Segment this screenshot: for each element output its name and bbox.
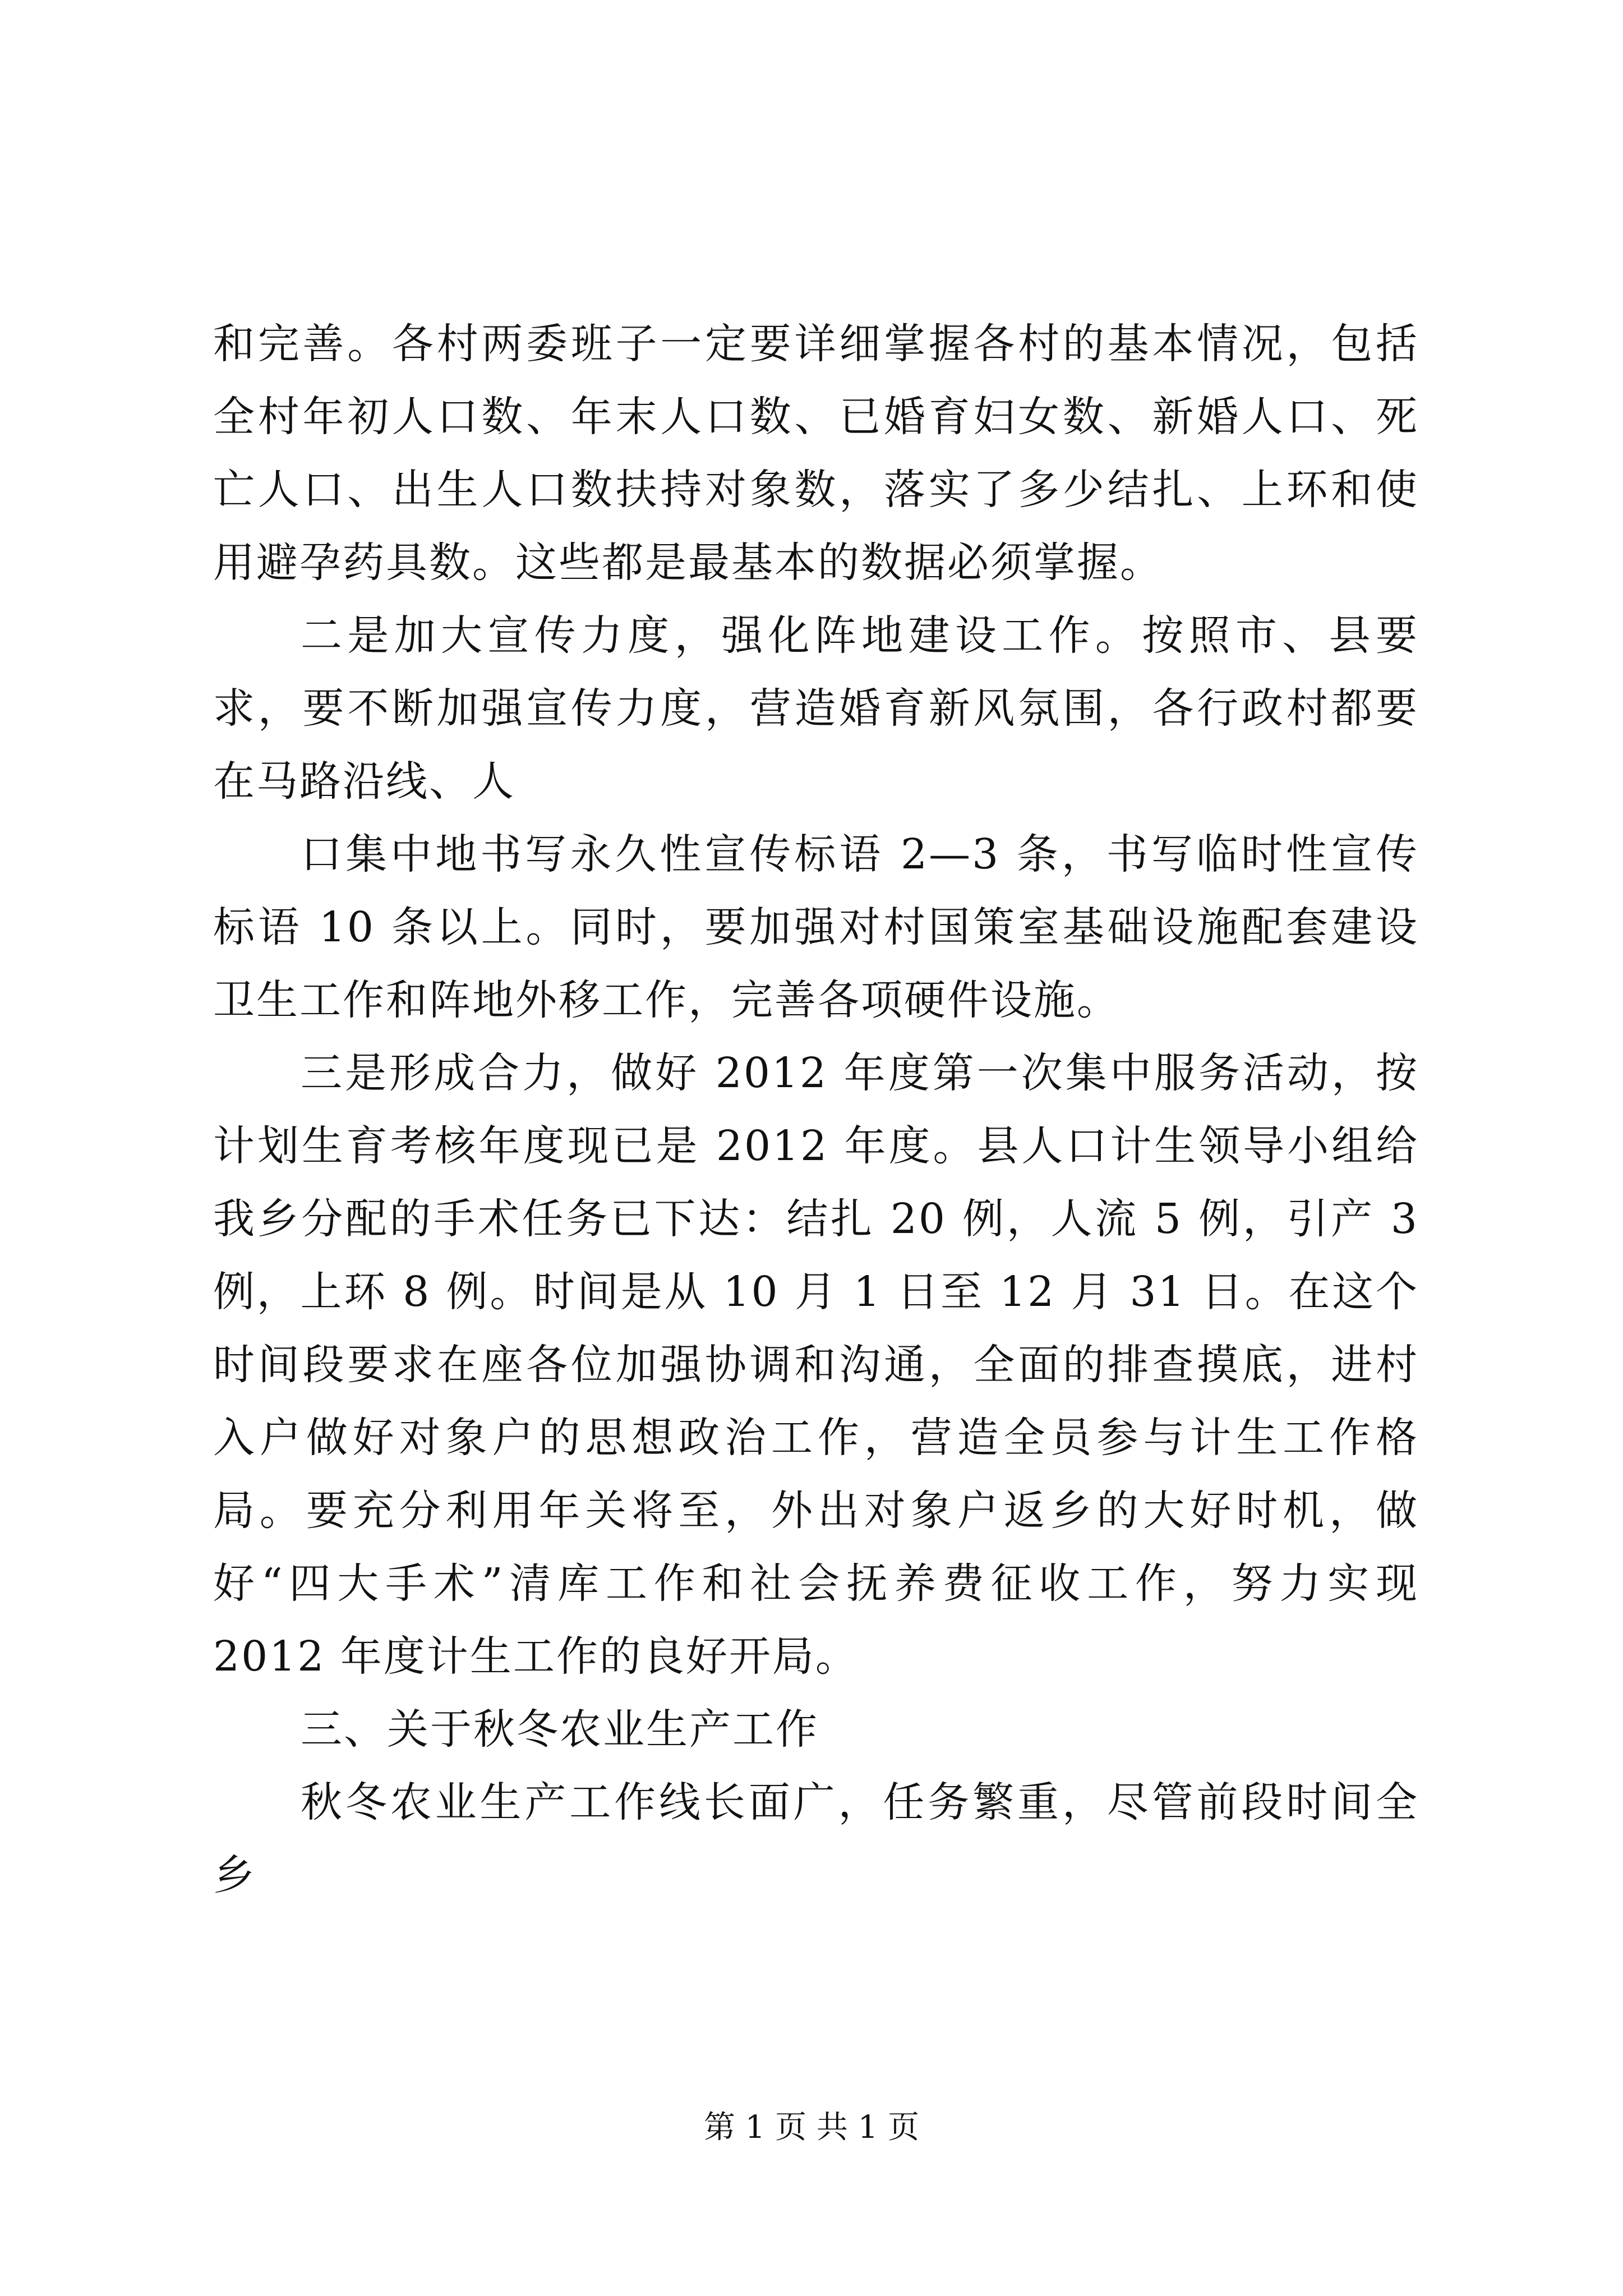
paragraph: 口集中地书写永久性宣传标语 2—3 条，书写临时性宣传标语 10 条以上。同时，要加强对村国策室基础设施配套建设卫生工作和阵地外移工作，完善各项硬件设施。: [213, 830, 1419, 1024]
paragraph: 三是形成合力，做好 2012 年度第一次集中服务活动，按计划生育考核年度现已是 2012 年度。县人口计生领导小组给我乡分配的手术任务已下达：结扎 20 例，人流 5 例，引产 3 例，上环 8 例。时间是从 10 月 1 日至 12 月 31 日。在这个时间段要求在座各位加强协调和沟通，全面的排查摸底，进村入户做好对象户的思想政治工作，营造全员参与计生工作格局。要充分利用年关将至，外出对象户返乡的大好时机，做好“四大手术”清库工作和社会抚养费征收工作，努力实现 2012 年度计生工作的良好开局。: [213, 1049, 1419, 1681]
paragraph: 和完善。各村两委班子一定要详细掌握各村的基本情况，包括全村年初人口数、年末人口数、已婚育妇女数、新婚人口、死亡人口、出生人口数扶持对象数，落实了多少结扎、上环和使用避孕药具数。这些都是最基本的数据必须掌握。: [213, 320, 1419, 587]
document-body: [213, 307, 1419, 1912]
section-heading: 三、关于秋冬农业生产工作: [301, 1705, 819, 1754]
paragraph: 二是加大宣传力度，强化阵地建设工作。按照市、县要求，要不断加强宣传力度，营造婚育新风氛围，各行政村都要在马路沿线、人: [213, 611, 1419, 806]
page-footer: [0, 2108, 1623, 2147]
page-number: 第 1 页 共 1 页: [703, 2109, 920, 2146]
paragraph: 秋冬农业生产工作线长面广，任务繁重，尽管前段时间全乡: [213, 1778, 1419, 1899]
